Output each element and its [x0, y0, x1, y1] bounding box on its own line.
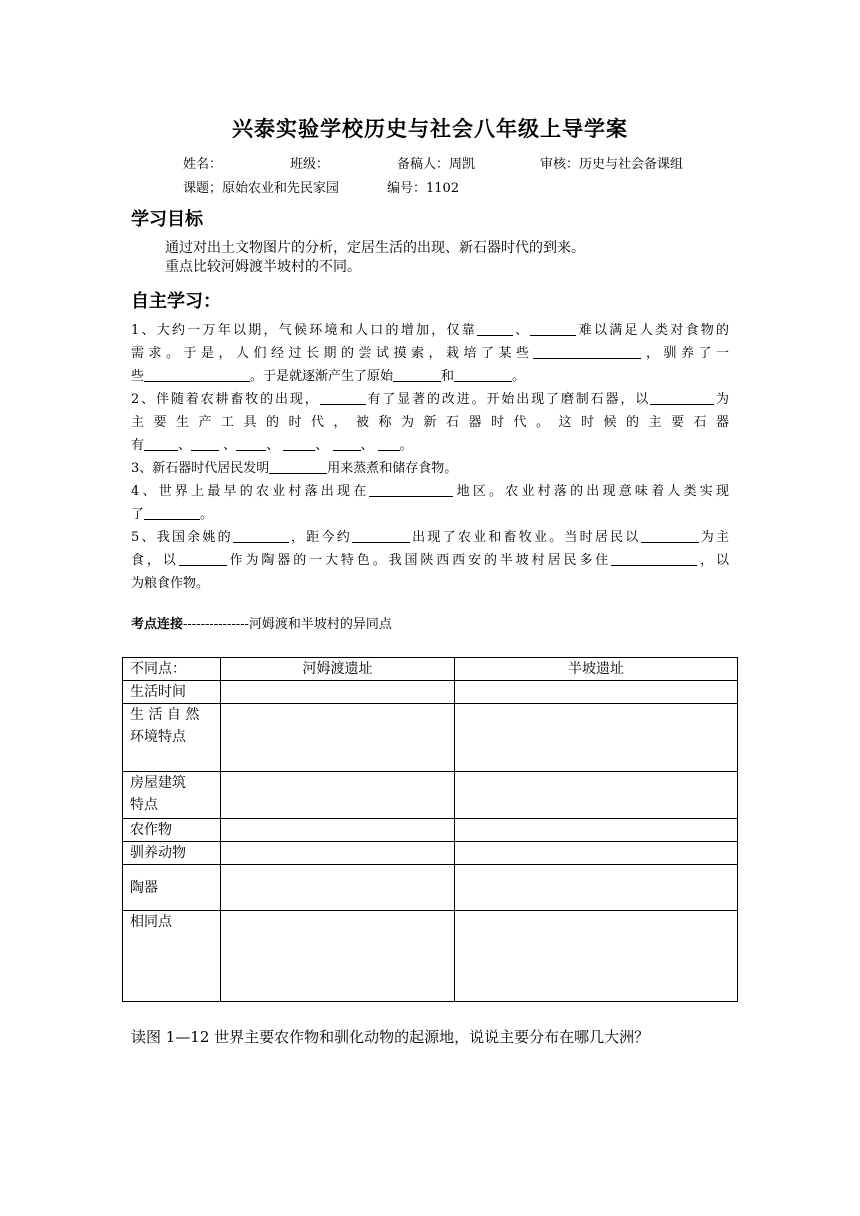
answer-blank [641, 528, 699, 543]
question-3-line-1: 3、新石器时代居民发明 用来蒸煮和储存食物。 [131, 461, 458, 476]
question-2 [131, 388, 729, 457]
answer-blank [454, 367, 512, 382]
answer-blank [650, 390, 714, 405]
answer-blank [179, 551, 227, 566]
hemudu-cell[interactable] [221, 842, 455, 865]
question-2-line-1: 2、伴随着农耕畜牧的出现， 有了显著的改进。开始出现了磨制石器，以 为 [131, 392, 729, 407]
row-label: 生活时间 [123, 681, 221, 704]
kaodian-line [131, 613, 392, 632]
reviewer-label: 审核：历史与社会备课组 [540, 157, 684, 172]
table-row [123, 681, 738, 704]
kaodian-text: 河姆渡和半坡村的异同点 [248, 617, 392, 632]
table-row [123, 842, 738, 865]
class-label: 班级： [290, 157, 330, 172]
preparer-label: 备稿人：周凯 [397, 157, 476, 172]
row-label: 农作物 [123, 819, 221, 842]
banpo-cell[interactable] [455, 772, 738, 819]
answer-blank [269, 459, 327, 474]
footer-question: 读图 1—12 世界主要农作物和驯化动物的起源地，说说主要分布在哪几大洲？ [131, 1028, 650, 1046]
table-row [123, 704, 738, 772]
question-4-line-2: 了 。 [131, 507, 214, 522]
banpo-cell[interactable] [455, 819, 738, 842]
goal-line-1: 通过对出土文物图片的分析，定居生活的出现、新石器时代的到来。 [165, 240, 585, 256]
hemudu-cell[interactable] [221, 865, 455, 911]
hemudu-cell[interactable] [221, 819, 455, 842]
table-row [123, 865, 738, 911]
table-row [123, 911, 738, 1002]
page-title: 兴泰实验学校历史与社会八年级上导学案 [232, 117, 628, 141]
hemudu-cell[interactable] [221, 681, 455, 704]
answer-blank [530, 321, 576, 336]
question-1 [131, 319, 729, 388]
comparison-table [122, 657, 738, 1002]
question-5-line-2: 食，以 作为陶器的一大特色。我国陕西西安的半坡村居民多住 ，以 [131, 553, 729, 568]
row-label: 驯养动物 [123, 842, 221, 865]
topic-label: 课题；原始农业和先民家园 [183, 181, 340, 196]
answer-blank [233, 528, 289, 543]
answer-blank [477, 321, 513, 336]
answer-blank [352, 528, 410, 543]
banpo-cell[interactable] [455, 704, 738, 772]
table-header-cell: 半坡遗址 [455, 658, 738, 681]
answer-blank [283, 436, 315, 451]
banpo-cell[interactable] [455, 911, 738, 1002]
question-1-line-2: 需求。于是，人们经过长期的尝试摸索，栽培了某些 ，驯养了一 [131, 346, 729, 361]
table-row [123, 772, 738, 819]
table-header-cell: 不同点： [123, 658, 221, 681]
answer-blank [378, 436, 400, 451]
answer-blank [393, 367, 441, 382]
answer-blank [611, 551, 697, 566]
question-1-line-3: 些 。于是就逐渐产生了原始 和 。 [131, 369, 526, 384]
self-study-heading: 自主学习： [131, 291, 221, 312]
hemudu-cell[interactable] [221, 704, 455, 772]
question-5-line-3: 为粮食作物。 [131, 576, 210, 591]
row-label: 房屋建筑 特点 [123, 772, 221, 819]
kaodian-dashes: --------------- [183, 617, 249, 632]
answer-blank [144, 436, 178, 451]
question-4 [131, 480, 729, 526]
banpo-cell[interactable] [455, 681, 738, 704]
answer-blank [369, 482, 453, 497]
question-2-line-3: 有 、 、 、 、 、 。 [131, 438, 413, 453]
name-label: 姓名： [183, 157, 223, 172]
answer-blank [191, 436, 219, 451]
answer-blank [333, 436, 361, 451]
number-label: 编号：1102 [387, 181, 460, 196]
row-label: 相同点 [123, 911, 221, 1002]
goal-line-2: 重点比较河姆渡半坡村的不同。 [165, 259, 361, 275]
question-3 [131, 457, 729, 480]
row-label: 陶器 [123, 865, 221, 911]
row-label: 生 活 自 然 环境特点 [123, 704, 221, 772]
banpo-cell[interactable] [455, 842, 738, 865]
question-5 [131, 526, 729, 595]
table-header-cell: 河姆渡遗址 [221, 658, 455, 681]
banpo-cell[interactable] [455, 865, 738, 911]
hemudu-cell[interactable] [221, 772, 455, 819]
answer-blank [144, 505, 200, 520]
answer-blank [236, 436, 266, 451]
question-4-line-1: 4、世界上最早的农业村落出现在 地区。农业村落的出现意味着人类实现 [131, 484, 729, 499]
goals-heading: 学习目标 [131, 209, 203, 230]
table-row [123, 819, 738, 842]
question-5-line-1: 5、我国余姚的 ，距今约 出现了农业和畜牧业。当时居民以 为主 [131, 530, 729, 545]
answer-blank [144, 367, 250, 382]
question-2-line-2: 主要生产工具的时代，被称为新石器时代。这时候的主要石器 [131, 415, 729, 430]
table-header-row [123, 658, 738, 681]
answer-blank [320, 390, 366, 405]
question-1-line-1: 1、大约一万年以期，气候环境和人口的增加，仅靠 、 难以满足人类对食物的 [131, 323, 729, 338]
kaodian-label: 考点连接 [131, 617, 184, 632]
answer-blank [533, 344, 641, 359]
hemudu-cell[interactable] [221, 911, 455, 1002]
